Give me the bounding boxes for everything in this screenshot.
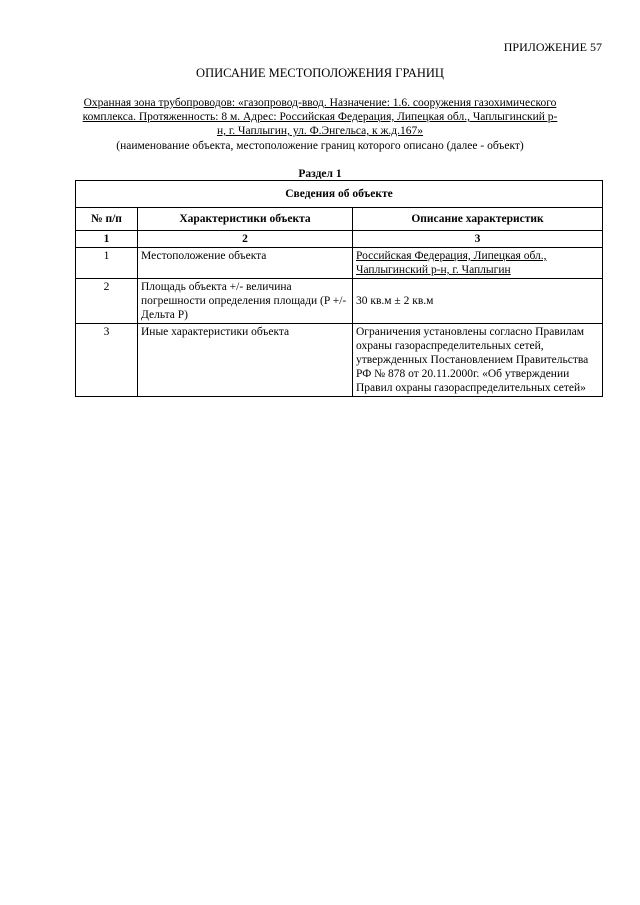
column-number: 3: [353, 231, 603, 248]
column-number-row: [76, 231, 603, 248]
row-characteristic: Местоположение объекта: [138, 248, 353, 279]
row-num: 2: [76, 279, 138, 324]
row-num: 3: [76, 324, 138, 397]
object-name: Охранная зона трубопроводов: «газопровод-ввод. Назначение: 1.6. сооружения газохимического комплекса. Протяженность: 8 м. Адрес: Российская Федерация, Липецкая обл., Чаплыгинский р-н, г. Чаплыгин, ул. Ф.Энгельса, к ж.д.167»: [82, 97, 558, 137]
column-number: 2: [138, 231, 353, 248]
table-row: [76, 248, 603, 279]
table-row: [76, 324, 603, 397]
row-num: 1: [76, 248, 138, 279]
row-characteristic: Иные характеристики объекта: [138, 324, 353, 397]
header-num: № п/п: [76, 208, 138, 231]
row-characteristic: Площадь объекта +/- величина погрешности определения площади (P +/- Дельта P): [138, 279, 353, 324]
header-characteristic: Характеристики объекта: [138, 208, 353, 231]
row-description: Российская Федерация, Липецкая обл., Чаплыгинский р-н, г. Чаплыгин: [353, 248, 603, 279]
table-row: [76, 279, 603, 324]
section-title: Раздел 1: [298, 168, 342, 180]
document-title: ОПИСАНИЕ МЕСТОПОЛОЖЕНИЯ ГРАНИЦ: [196, 66, 444, 80]
object-info-table: [75, 180, 603, 397]
table-caption: Сведения об объекте: [76, 181, 603, 208]
appendix-label: ПРИЛОЖЕНИЕ 57: [503, 40, 602, 54]
table-header-row: [76, 208, 603, 231]
column-number: 1: [76, 231, 138, 248]
object-caption: (наименование объекта, местоположение границ которого описано (далее - объект): [116, 140, 524, 152]
row-description: Ограничения установлены согласно Правилам охраны газораспределительных сетей, утвержденных Постановлением Правительства РФ № 878 от 20.11.2000г. «Об утверждении Правил охраны газораспределительных сетей»: [353, 324, 603, 397]
header-description: Описание характеристик: [353, 208, 603, 231]
table-caption-row: [76, 181, 603, 208]
row-description: 30 кв.м ± 2 кв.м: [353, 279, 603, 324]
